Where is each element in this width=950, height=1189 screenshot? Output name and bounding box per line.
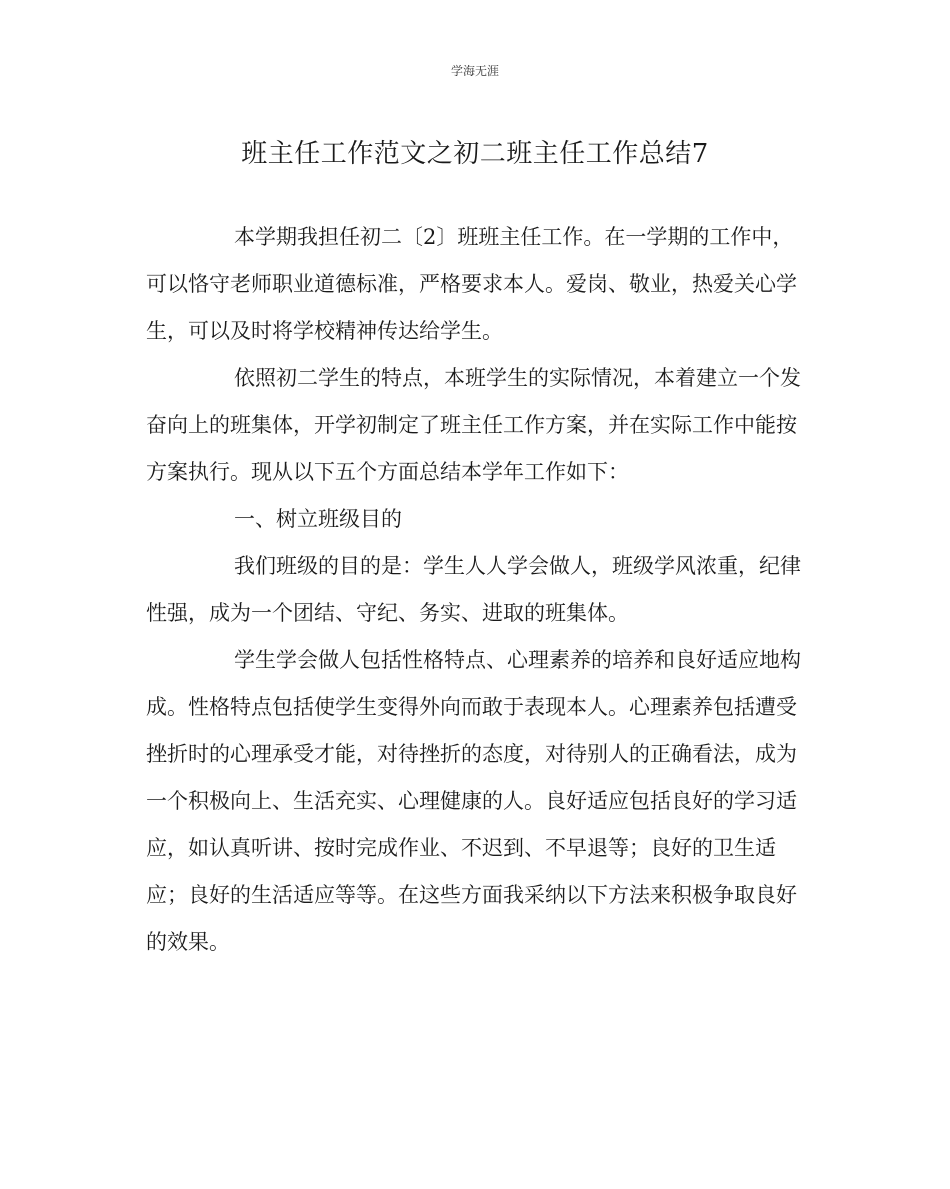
- page-header: 学海无涯: [450, 64, 499, 78]
- document-body: [146, 214, 806, 966]
- paragraph-details: 学生学会做人包括性格特点、心理素养的培养和良好适应地构成。性格特点包括使学生变得外向而敢于表现本人。心理素养包括遭受挫折时的心理承受才能，对待挫折的态度，对待别人的正确看法，成为一个积极向上、生活充实、心理健康的人。良好适应包括良好的学习适应，如认真听讲、按时完成作业、不迟到、不早退等；良好的卫生适应；良好的生活适应等等。在这些方面我采纳以下方法来积极争取良好的效果。: [146, 648, 801, 954]
- section-heading-1: 一、树立班级目的: [234, 507, 402, 531]
- paragraph-plan: 依照初二学生的特点，本班学生的实际情况，本着建立一个发奋向上的班集体，开学初制定了班主任工作方案，并在实际工作中能按方案执行。现从以下五个方面总结本学年工作如下：: [146, 366, 801, 484]
- paragraph-intro: 本学期我担任初二〔2〕班班主任工作。在一学期的工作中，可以恪守老师职业道德标准，严格要求本人。爱岗、敬业，热爱关心学生，可以及时将学校精神传达给学生。: [146, 225, 797, 343]
- paragraph-goal: 我们班级的目的是：学生人人学会做人，班级学风浓重，纪律性强，成为一个团结、守纪、务实、进取的班集体。: [146, 554, 801, 625]
- document-title: 班主任工作范文之初二班主任工作总结7: [241, 139, 709, 169]
